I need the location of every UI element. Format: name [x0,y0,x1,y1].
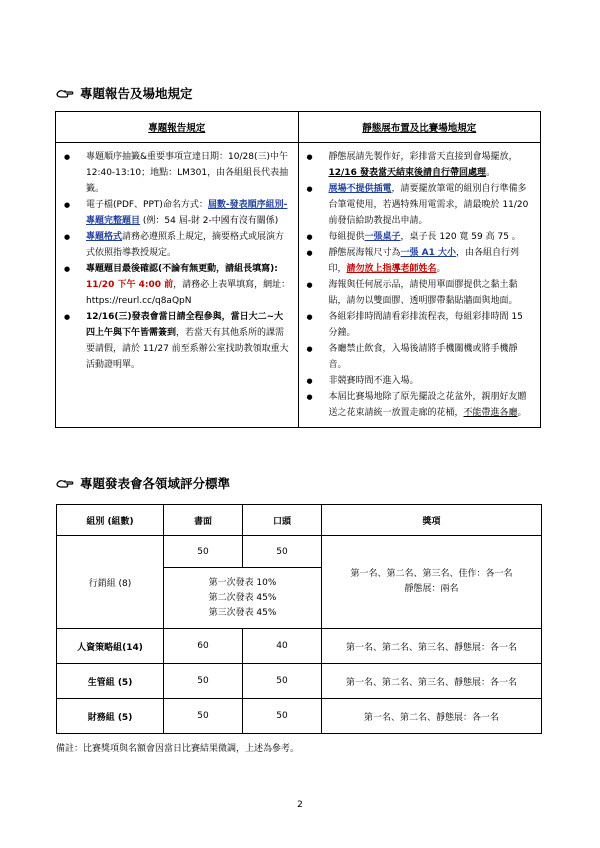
report-rules-list [62,149,292,373]
list-item [62,309,292,373]
list-item-text: 非競賽時間不進入場。 [328,376,419,386]
list-item-text: 請務必遵照系上規定，摘要格式或展演方式依照指導教授規定。 [86,232,285,258]
list-item [305,309,535,341]
row-oral: 50 [243,664,322,699]
list-item [305,149,535,181]
col2-header: 靜態展布置及比賽場地規定 [298,112,541,143]
marketing-oral: 50 [243,536,322,568]
list-item-text: ，請要擺放筆電的組別自行準備多台筆電使用，若遇特殊用電需求，請最晚於 11/20 前發信給助教提出申請。 [328,184,529,226]
row-award: 第一名、第二名、第三名、靜態展：各一名 [322,664,542,699]
list-item-text: 。 [517,408,527,418]
list-item-text: 專題格式 [86,232,123,242]
table-row [57,699,542,734]
list-item [305,181,535,229]
list-item [62,229,292,261]
table-row [57,629,542,664]
list-item-text: 海報與任何展示品，請使用單面膠提供之黏土黏貼，請勿以雙面膠、透明膠帶黏貼牆面與地面。 [328,280,518,306]
section1-title: 專題報告及場地規定 [80,86,193,101]
section2-heading [56,474,230,492]
list-item-text: 靜態展海報尺寸為 [328,248,401,258]
row-award: 第一名、第二名、靜態展：各一名 [322,699,542,734]
list-item-text: 各組彩排時間請看彩排流程表，每組彩排時間 15 分鐘。 [328,312,523,338]
list-item [305,277,535,309]
list-item-text: ，若當天有其他系所的課需要請假，請於 11/27 前至系辦公室找助教領取重大活動證明單。 [86,328,289,370]
list-item [305,389,535,421]
marketing-group: 行銷組 (8) [57,536,164,629]
list-item-text: 11/20 下午 4:00 前 [86,280,174,290]
row-written: 50 [164,664,243,699]
list-item-text: 各廳禁止飲食，入場後請將手機關機或將手機靜音。 [328,344,518,370]
session-3: 第三次發表 45% [208,607,277,618]
marketing-award [322,536,542,629]
list-item-text: 12/16 發表當天結束後請自行帶回處理 [328,168,486,178]
marketing-award-line2: 靜態展：兩名 [404,584,459,594]
row-written: 50 [164,699,243,734]
hand-pointer-icon [56,477,74,489]
list-item [305,229,535,245]
list-item [305,245,535,277]
list-item-text: ，由各組自行列印， [328,248,520,274]
header-award: 獎項 [322,505,542,536]
footnote: 備註：比賽獎項與名額會因當日比賽結果微調，上述為參考。 [56,744,300,754]
scoring-table [56,504,542,734]
row-group: 財務組 (5) [57,699,164,734]
session-1: 第一次發表 10% [208,577,277,588]
marketing-award-line1: 第一名、第二名、第三名、佳作：各一名 [350,569,513,579]
report-rules-cell [56,143,299,428]
list-item-text: 12/16(三)發表會當日請全程參與，當日大二~大四上午與下午皆需簽到 [86,312,284,338]
list-item-text: (例：54 屆-財 2-中國有沒有關係) [140,216,279,226]
marketing-sessions [164,568,322,629]
list-item-text: 專題順序抽籤&重要事項宣達日期：10/28(三)中午 12:40-13:10；地點：LM301，由各組組長代表抽籤。 [86,152,289,194]
list-item [62,149,292,197]
list-item-text: 一張桌子 [364,232,401,242]
list-item [62,261,292,309]
list-item-text: 每組提供 [328,232,365,242]
list-item [305,341,535,373]
list-item-text: ，桌子長 120 寬 59 高 75 。 [400,232,521,242]
row-oral: 40 [243,629,322,664]
list-item [305,373,535,389]
hand-pointer-icon [56,87,74,99]
list-item-text: 。 [436,264,446,274]
list-item-text: 電子檔(PDF、PPT)命名方式： [86,200,208,210]
row-award: 第一名、第二名、第三名、靜態展：各一名 [322,629,542,664]
header-group: 組別 (組數) [57,505,164,536]
list-item-text: 屆數-發表順序組別-專題完整題目 [86,200,288,226]
list-item-text: 展場不提供插電 [328,184,392,194]
row-group: 生管組 (5) [57,664,164,699]
session-2: 第二次發表 45% [208,592,277,603]
list-item-text: 不能帶進各廳 [463,408,518,418]
list-item [62,197,292,229]
col1-header: 專題報告規定 [56,112,299,143]
table-row [57,664,542,699]
list-item-text: 專題題目最後確認(不論有無更動，請組長填寫): [86,264,278,274]
page-number: 2 [297,800,303,810]
row-group: 人資策略組(14) [57,629,164,664]
row-oral: 50 [243,699,322,734]
report-rules-table [55,111,541,428]
venue-rules-list [305,149,535,421]
marketing-written: 50 [164,536,243,568]
list-item-text: 。 [485,168,495,178]
header-written: 書面 [164,505,243,536]
header-oral: 口頭 [243,505,322,536]
list-item-text: ，請務必上表單填寫，網址：https://reurl.cc/q8aQpN [86,280,291,306]
venue-rules-cell [298,143,541,428]
list-item-text: 本屆比賽場地除了原先擺設之花盆外，親朋好友贈送之花束請統一放置走廊的花桶， [328,392,527,418]
row-written: 60 [164,629,243,664]
section2-title: 專題發表會各領域評分標準 [80,476,231,491]
list-item-text: 靜態展請先製作好，彩排當天直接到會場擺放， [328,152,518,162]
section1-heading [56,84,193,102]
list-item-text: 一張 A1 大小 [400,248,457,258]
list-item-text: 請勿放上指導老師姓名 [346,264,437,274]
